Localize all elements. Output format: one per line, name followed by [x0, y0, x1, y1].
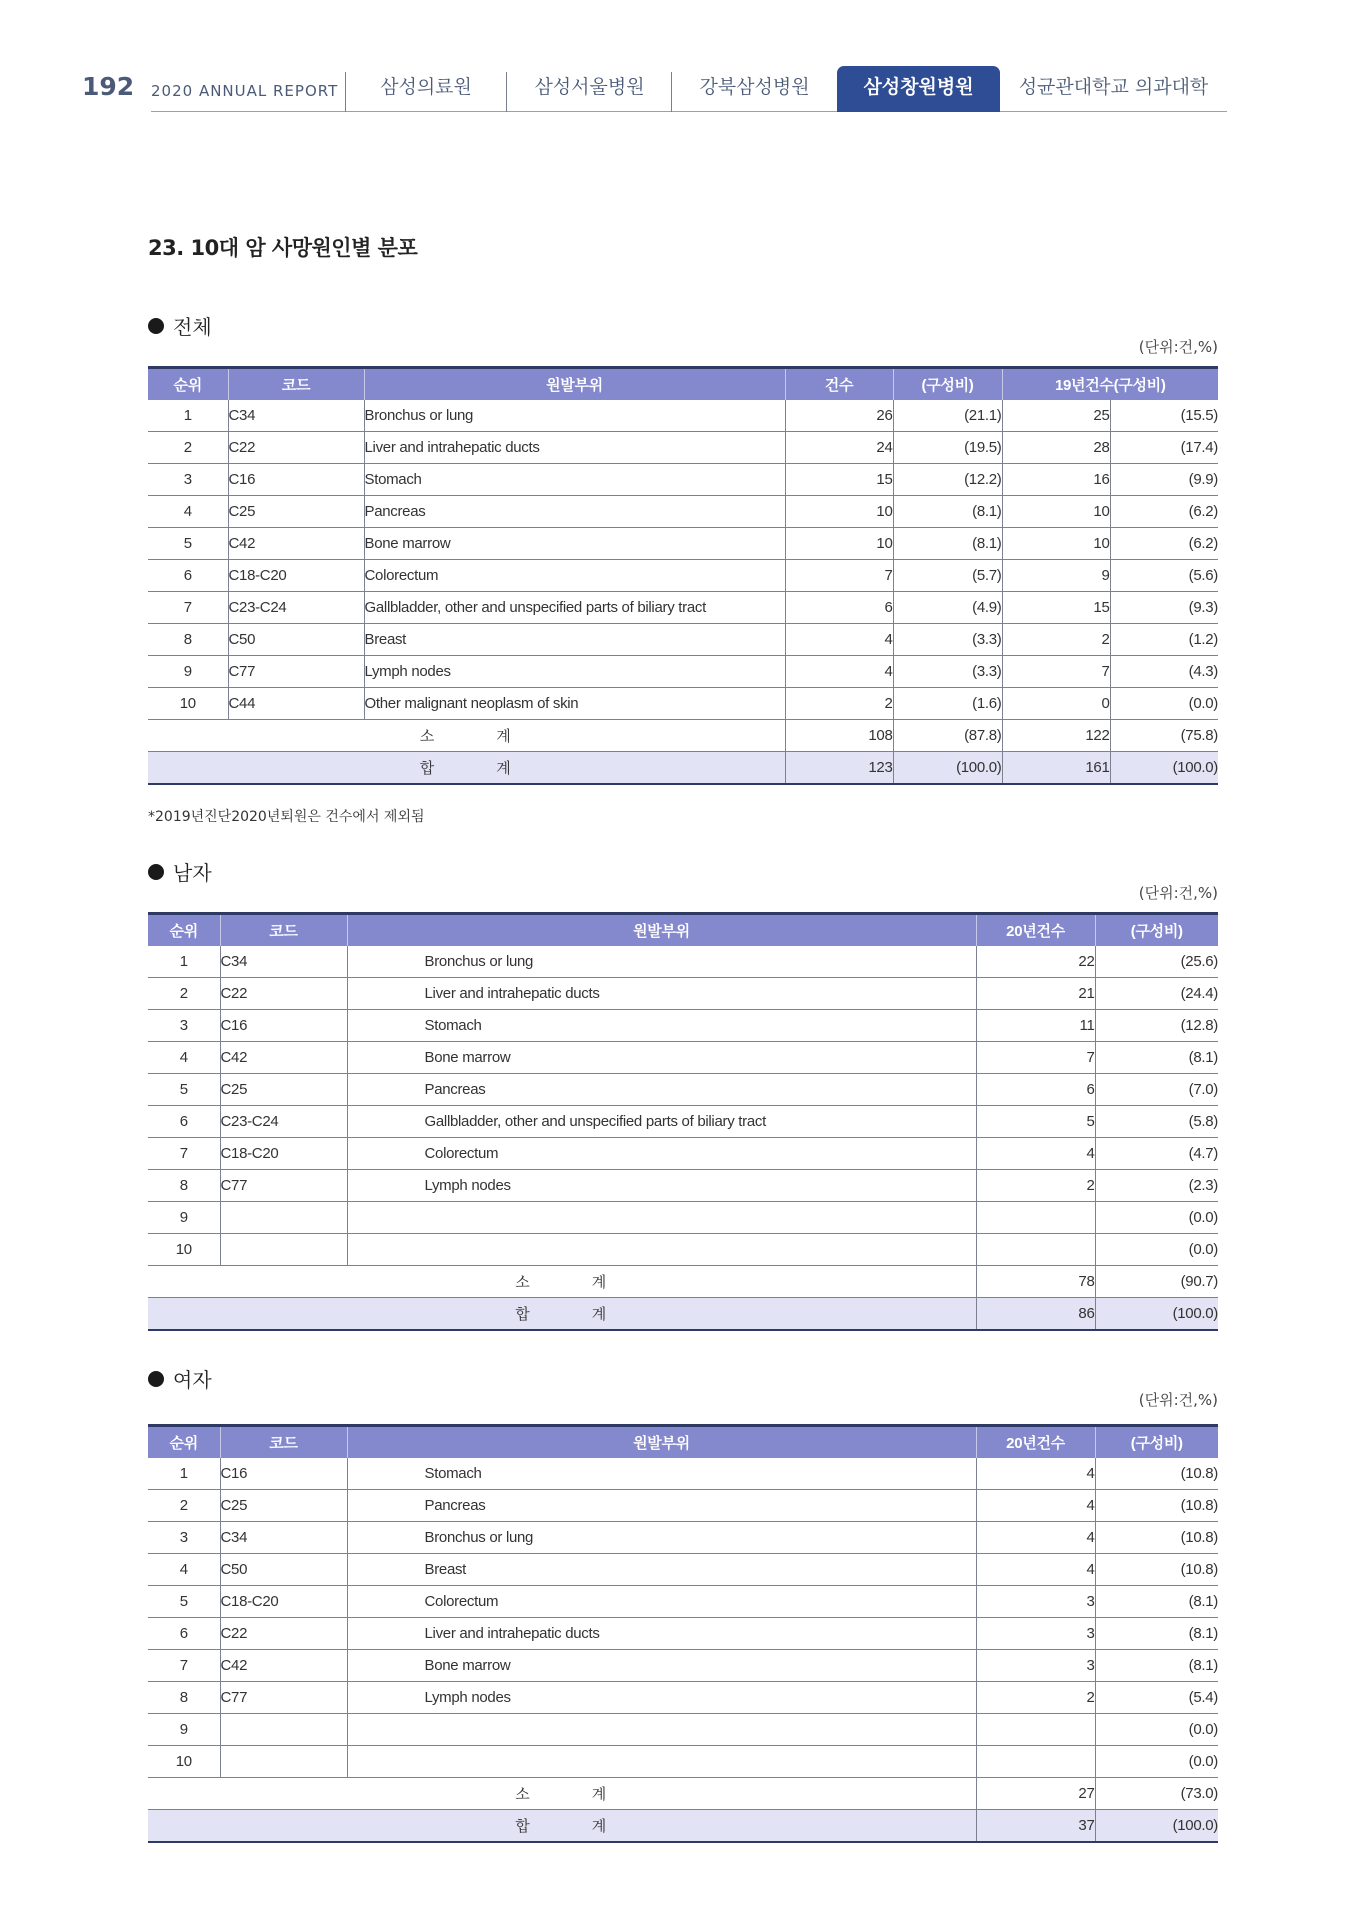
site-cell [347, 1714, 976, 1746]
table-row [148, 592, 1218, 624]
rank-cell: 4 [148, 496, 228, 528]
table-row [148, 1522, 1218, 1554]
table-all [148, 366, 1218, 785]
code-cell: C25 [220, 1074, 347, 1106]
site-cell: Stomach [364, 464, 785, 496]
code-cell: C50 [228, 624, 364, 656]
count-cell: 7 [976, 1042, 1095, 1074]
site-cell: Bone marrow [364, 528, 785, 560]
site-cell: Pancreas [347, 1074, 976, 1106]
table-row [148, 1106, 1218, 1138]
rank-cell: 3 [148, 464, 228, 496]
ratio-cell: (12.2) [893, 464, 1002, 496]
code-cell: C77 [220, 1170, 347, 1202]
table-row [148, 400, 1218, 432]
column-header-site: 원발부위 [347, 1426, 976, 1459]
column-header-prev-year: 19년건수(구성비) [1002, 368, 1218, 401]
rank-cell: 8 [148, 1170, 220, 1202]
rank-cell: 2 [148, 978, 220, 1010]
prev-count-cell: 122 [1002, 720, 1110, 752]
code-cell: C34 [228, 400, 364, 432]
column-header-ratio: (구성비) [1095, 914, 1218, 947]
column-header-rank: 순위 [148, 1426, 220, 1459]
rank-cell: 7 [148, 1138, 220, 1170]
column-header-count: 건수 [785, 368, 893, 401]
ratio-cell: (10.8) [1095, 1554, 1218, 1586]
prev-ratio-cell: (6.2) [1110, 496, 1218, 528]
ratio-cell: (8.1) [1095, 1042, 1218, 1074]
table-row [148, 1714, 1218, 1746]
site-cell [347, 1746, 976, 1778]
site-cell: Bone marrow [347, 1650, 976, 1682]
rank-cell: 5 [148, 1586, 220, 1618]
code-cell [220, 1714, 347, 1746]
column-header-ratio: (구성비) [1095, 1426, 1218, 1459]
site-cell: Other malignant neoplasm of skin [364, 688, 785, 720]
site-cell: Pancreas [364, 496, 785, 528]
ratio-cell: (8.1) [893, 496, 1002, 528]
count-cell: 7 [785, 560, 893, 592]
site-cell [347, 1234, 976, 1266]
count-cell [976, 1714, 1095, 1746]
count-cell: 27 [976, 1778, 1095, 1810]
column-header-count: 20년건수 [976, 914, 1095, 947]
count-cell: 10 [785, 496, 893, 528]
subtotal-row [148, 1266, 1218, 1298]
ratio-cell: (4.9) [893, 592, 1002, 624]
total-row-label-char-a: 합 [515, 1306, 532, 1323]
tab-skku-medicine[interactable]: 성균관대학교 의과대학 [1018, 76, 1209, 98]
ratio-cell: (100.0) [893, 752, 1002, 785]
count-cell: 123 [785, 752, 893, 785]
table-row [148, 1010, 1218, 1042]
rank-cell: 6 [148, 1618, 220, 1650]
subtotal-row-label [148, 720, 785, 752]
ratio-cell: (90.7) [1095, 1266, 1218, 1298]
ratio-cell: (10.8) [1095, 1490, 1218, 1522]
table-row [148, 1682, 1218, 1714]
site-cell: Stomach [347, 1010, 976, 1042]
prev-ratio-cell: (75.8) [1110, 720, 1218, 752]
prev-ratio-cell: (100.0) [1110, 752, 1218, 785]
table-row [148, 1618, 1218, 1650]
code-cell [220, 1746, 347, 1778]
count-cell: 37 [976, 1810, 1095, 1843]
ratio-cell: (3.3) [893, 656, 1002, 688]
table-row [148, 1458, 1218, 1490]
prev-ratio-cell: (0.0) [1110, 688, 1218, 720]
site-cell: Bone marrow [347, 1042, 976, 1074]
site-cell: Bronchus or lung [347, 946, 976, 978]
subtotal-row-label-char-a: 소 [515, 1274, 532, 1291]
rank-cell: 8 [148, 624, 228, 656]
ratio-cell: (21.1) [893, 400, 1002, 432]
rank-cell: 7 [148, 592, 228, 624]
rank-cell: 6 [148, 560, 228, 592]
count-cell: 10 [785, 528, 893, 560]
count-cell [976, 1746, 1095, 1778]
count-cell: 6 [785, 592, 893, 624]
count-cell: 78 [976, 1266, 1095, 1298]
page-number: 192 [82, 72, 135, 101]
count-cell: 86 [976, 1298, 1095, 1331]
rank-cell: 9 [148, 656, 228, 688]
tab-samsung-seoul-hospital[interactable]: 삼성서울병원 [507, 66, 672, 112]
prev-ratio-cell: (5.6) [1110, 560, 1218, 592]
column-header-rank: 순위 [148, 368, 228, 401]
subtotal-row-label-char-b: 계 [591, 1274, 609, 1291]
ratio-cell: (24.4) [1095, 978, 1218, 1010]
ratio-cell: (0.0) [1095, 1746, 1218, 1778]
prev-ratio-cell: (9.9) [1110, 464, 1218, 496]
count-cell: 26 [785, 400, 893, 432]
rank-cell: 4 [148, 1042, 220, 1074]
count-cell: 108 [785, 720, 893, 752]
tab-kangbuk-samsung-hospital[interactable]: 강북삼성병원 [699, 76, 810, 98]
count-cell: 4 [976, 1554, 1095, 1586]
table-male [148, 912, 1218, 1331]
rank-cell: 2 [148, 1490, 220, 1522]
column-header-code: 코드 [228, 368, 364, 401]
ratio-cell: (8.1) [1095, 1586, 1218, 1618]
prev-count-cell: 2 [1002, 624, 1110, 656]
count-cell: 4 [976, 1490, 1095, 1522]
table-row [148, 496, 1218, 528]
code-cell: C42 [220, 1650, 347, 1682]
total-row-label-char-b: 계 [591, 1818, 609, 1835]
rank-cell: 10 [148, 1746, 220, 1778]
count-cell: 5 [976, 1106, 1095, 1138]
code-cell: C42 [220, 1042, 347, 1074]
code-cell: C22 [228, 432, 364, 464]
table-row [148, 1170, 1218, 1202]
total-row-label-char-a: 합 [419, 760, 437, 777]
count-cell: 4 [785, 656, 893, 688]
table-row [148, 432, 1218, 464]
code-cell: C18-C20 [220, 1138, 347, 1170]
code-cell: C16 [220, 1010, 347, 1042]
ratio-cell: (100.0) [1095, 1298, 1218, 1331]
rank-cell: 10 [148, 1234, 220, 1266]
code-cell: C25 [220, 1490, 347, 1522]
count-cell: 3 [976, 1650, 1095, 1682]
code-cell: C16 [228, 464, 364, 496]
site-cell: Pancreas [347, 1490, 976, 1522]
site-cell: Colorectum [364, 560, 785, 592]
count-cell: 15 [785, 464, 893, 496]
count-cell: 21 [976, 978, 1095, 1010]
total-row [148, 1298, 1218, 1331]
rank-cell: 1 [148, 1458, 220, 1490]
unit-label: (단위:건,%) [1138, 338, 1218, 356]
ratio-cell: (3.3) [893, 624, 1002, 656]
site-cell: Liver and intrahepatic ducts [347, 1618, 976, 1650]
ratio-cell: (73.0) [1095, 1778, 1218, 1810]
table-row [148, 688, 1218, 720]
count-cell: 24 [785, 432, 893, 464]
code-cell: C42 [228, 528, 364, 560]
column-header-ratio: (구성비) [893, 368, 1002, 401]
ratio-cell: (5.8) [1095, 1106, 1218, 1138]
site-cell: Gallbladder, other and unspecified parts of biliary tract [347, 1106, 976, 1138]
ratio-cell: (8.1) [893, 528, 1002, 560]
total-row [148, 752, 1218, 785]
code-cell: C44 [228, 688, 364, 720]
rank-cell: 5 [148, 528, 228, 560]
table-row [148, 1042, 1218, 1074]
column-header-code: 코드 [220, 914, 347, 947]
count-cell: 3 [976, 1618, 1095, 1650]
rank-cell: 2 [148, 432, 228, 464]
ratio-cell: (0.0) [1095, 1234, 1218, 1266]
count-cell: 4 [785, 624, 893, 656]
unit-label: (단위:건,%) [1138, 884, 1218, 902]
table-female [148, 1424, 1218, 1843]
subtotal-row-label [148, 1778, 976, 1810]
subtotal-row-label-char-b: 계 [496, 728, 513, 745]
ratio-cell: (10.8) [1095, 1458, 1218, 1490]
total-row-label [148, 1810, 976, 1843]
table-row [148, 624, 1218, 656]
code-cell: C18-C20 [228, 560, 364, 592]
table-row [148, 1074, 1218, 1106]
subtotal-row-label [148, 1266, 976, 1298]
rank-cell: 9 [148, 1202, 220, 1234]
subtotal-row-label-char-a: 소 [515, 1786, 532, 1803]
total-row-label [148, 1298, 976, 1331]
ratio-cell: (2.3) [1095, 1170, 1218, 1202]
bullet-icon [148, 864, 164, 880]
total-row-label-char-b: 계 [591, 1306, 609, 1323]
table-row [148, 1490, 1218, 1522]
prev-count-cell: 16 [1002, 464, 1110, 496]
ratio-cell: (7.0) [1095, 1074, 1218, 1106]
prev-count-cell: 7 [1002, 656, 1110, 688]
ratio-cell: (5.7) [893, 560, 1002, 592]
rank-cell: 5 [148, 1074, 220, 1106]
report-title: 2020 ANNUAL REPORT [151, 82, 339, 100]
code-cell: C18-C20 [220, 1586, 347, 1618]
column-header-code: 코드 [220, 1426, 347, 1459]
code-cell [220, 1202, 347, 1234]
rank-cell: 8 [148, 1682, 220, 1714]
section-heading-female [148, 1364, 212, 1393]
prev-count-cell: 28 [1002, 432, 1110, 464]
ratio-cell: (8.1) [1095, 1650, 1218, 1682]
site-cell: Stomach [347, 1458, 976, 1490]
column-header-rank: 순위 [148, 914, 220, 947]
ratio-cell: (0.0) [1095, 1714, 1218, 1746]
table-row [148, 1138, 1218, 1170]
site-cell: Bronchus or lung [364, 400, 785, 432]
site-cell: Colorectum [347, 1586, 976, 1618]
prev-count-cell: 9 [1002, 560, 1110, 592]
code-cell: C22 [220, 1618, 347, 1650]
site-cell: Lymph nodes [364, 656, 785, 688]
ratio-cell: (1.6) [893, 688, 1002, 720]
section-heading-label: 여자 [173, 1368, 212, 1392]
section-heading-label: 남자 [173, 861, 212, 885]
ratio-cell: (0.0) [1095, 1202, 1218, 1234]
ratio-cell: (10.8) [1095, 1522, 1218, 1554]
total-row-label-char-a: 합 [515, 1818, 532, 1835]
page-title: 23. 10대 암 사망원인별 분포 [148, 236, 418, 260]
subtotal-row [148, 720, 1218, 752]
code-cell: C16 [220, 1458, 347, 1490]
ratio-cell: (87.8) [893, 720, 1002, 752]
table-row [148, 464, 1218, 496]
unit-label: (단위:건,%) [1138, 1391, 1218, 1409]
prev-ratio-cell: (4.3) [1110, 656, 1218, 688]
ratio-cell: (19.5) [893, 432, 1002, 464]
table-row [148, 1554, 1218, 1586]
ratio-cell: (4.7) [1095, 1138, 1218, 1170]
rank-cell: 7 [148, 1650, 220, 1682]
count-cell: 11 [976, 1010, 1095, 1042]
rank-cell: 9 [148, 1714, 220, 1746]
code-cell: C77 [228, 656, 364, 688]
code-cell: C22 [220, 978, 347, 1010]
table-row [148, 560, 1218, 592]
column-header-site: 원발부위 [364, 368, 785, 401]
count-cell: 22 [976, 946, 1095, 978]
rank-cell: 1 [148, 946, 220, 978]
table-row [148, 1586, 1218, 1618]
subtotal-row-label-char-a: 소 [419, 728, 437, 745]
site-cell: Lymph nodes [347, 1682, 976, 1714]
table-row [148, 656, 1218, 688]
site-cell: Lymph nodes [347, 1170, 976, 1202]
tab-samsung-medical-center[interactable]: 삼성의료원 [345, 66, 507, 112]
table-row [148, 946, 1218, 978]
rank-cell: 1 [148, 400, 228, 432]
prev-count-cell: 10 [1002, 496, 1110, 528]
site-cell: Breast [347, 1554, 976, 1586]
count-cell [976, 1202, 1095, 1234]
site-cell: Bronchus or lung [347, 1522, 976, 1554]
count-cell: 4 [976, 1458, 1095, 1490]
count-cell: 2 [976, 1170, 1095, 1202]
count-cell: 2 [785, 688, 893, 720]
table-row [148, 1650, 1218, 1682]
total-row [148, 1810, 1218, 1843]
total-row-label-char-b: 계 [496, 760, 513, 777]
prev-count-cell: 15 [1002, 592, 1110, 624]
code-cell: C34 [220, 1522, 347, 1554]
section-heading-all [148, 311, 212, 340]
ratio-cell: (100.0) [1095, 1810, 1218, 1843]
bullet-icon [148, 1371, 164, 1387]
section-tabs [345, 66, 1227, 112]
rank-cell: 10 [148, 688, 228, 720]
table-row [148, 528, 1218, 560]
rank-cell: 6 [148, 1106, 220, 1138]
page-header [82, 66, 1227, 112]
footnote: *2019년진단2020년퇴원은 건수에서 제외됨 [148, 809, 425, 825]
ratio-cell: (8.1) [1095, 1618, 1218, 1650]
code-cell: C23-C24 [220, 1106, 347, 1138]
count-cell: 2 [976, 1682, 1095, 1714]
code-cell: C23-C24 [228, 592, 364, 624]
prev-ratio-cell: (1.2) [1110, 624, 1218, 656]
subtotal-row-label-char-b: 계 [591, 1786, 609, 1803]
section-heading-male [148, 857, 212, 886]
table-row [148, 1202, 1218, 1234]
prev-count-cell: 10 [1002, 528, 1110, 560]
count-cell: 6 [976, 1074, 1095, 1106]
prev-ratio-cell: (15.5) [1110, 400, 1218, 432]
rank-cell: 4 [148, 1554, 220, 1586]
site-cell: Colorectum [347, 1138, 976, 1170]
site-cell: Gallbladder, other and unspecified parts of biliary tract [364, 592, 785, 624]
count-cell: 4 [976, 1138, 1095, 1170]
bullet-icon [148, 318, 164, 334]
rank-cell: 3 [148, 1010, 220, 1042]
count-cell: 3 [976, 1586, 1095, 1618]
site-cell: Breast [364, 624, 785, 656]
code-cell [220, 1234, 347, 1266]
column-header-site: 원발부위 [347, 914, 976, 947]
prev-count-cell: 0 [1002, 688, 1110, 720]
site-cell [347, 1202, 976, 1234]
section-heading-label: 전체 [173, 315, 212, 339]
prev-ratio-cell: (9.3) [1110, 592, 1218, 624]
prev-count-cell: 25 [1002, 400, 1110, 432]
rank-cell: 3 [148, 1522, 220, 1554]
site-cell: Liver and intrahepatic ducts [347, 978, 976, 1010]
code-cell: C77 [220, 1682, 347, 1714]
count-cell [976, 1234, 1095, 1266]
count-cell: 4 [976, 1522, 1095, 1554]
column-header-count: 20년건수 [976, 1426, 1095, 1459]
table-row [148, 1746, 1218, 1778]
prev-ratio-cell: (6.2) [1110, 528, 1218, 560]
table-row [148, 978, 1218, 1010]
table-row [148, 1234, 1218, 1266]
total-row-label [148, 752, 785, 785]
ratio-cell: (5.4) [1095, 1682, 1218, 1714]
ratio-cell: (12.8) [1095, 1010, 1218, 1042]
subtotal-row [148, 1778, 1218, 1810]
prev-count-cell: 161 [1002, 752, 1110, 785]
site-cell: Liver and intrahepatic ducts [364, 432, 785, 464]
code-cell: C34 [220, 946, 347, 978]
code-cell: C25 [228, 496, 364, 528]
ratio-cell: (25.6) [1095, 946, 1218, 978]
prev-ratio-cell: (17.4) [1110, 432, 1218, 464]
tab-samsung-changwon-hospital[interactable]: 삼성창원병원 [837, 66, 1000, 112]
code-cell: C50 [220, 1554, 347, 1586]
